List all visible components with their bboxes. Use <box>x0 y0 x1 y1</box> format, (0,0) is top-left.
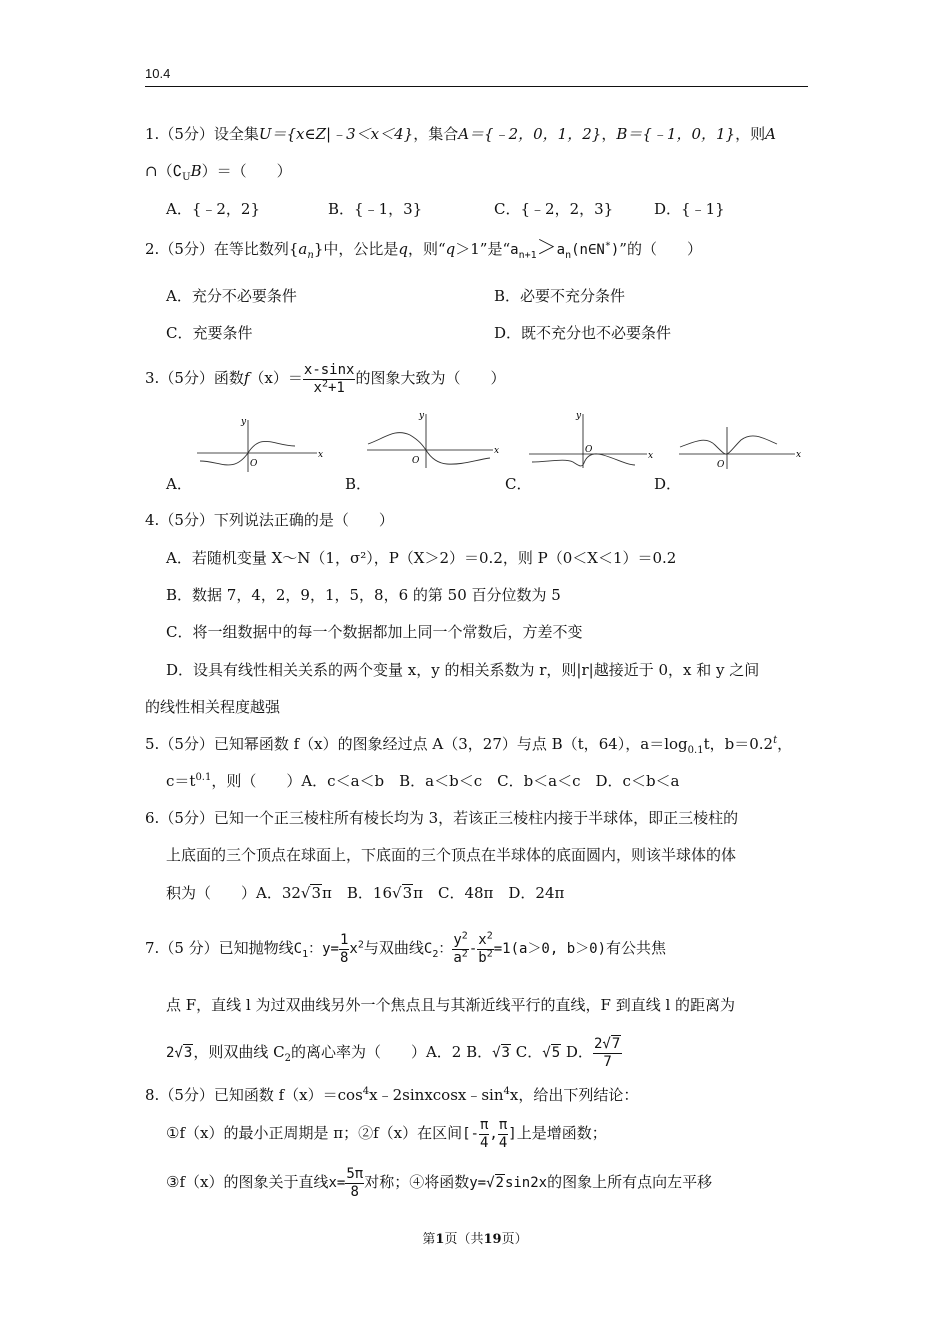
q4-option-d-line2: 的线性相关程度越强 <box>145 698 281 716</box>
q7-number: 7. <box>145 939 160 957</box>
q6-line3: 积为（ ）A．32√3π B．16√3π C．48π D．24π <box>166 884 565 902</box>
page-total: 19 <box>483 1232 502 1247</box>
q1-line1: 1.（5分）设全集U＝{x∈Z|﹣3＜x＜4}，集合A＝{﹣2，0，1，2}，B＝{﹣1，0，1}，则A <box>145 125 776 143</box>
q8-line3: ③f（x）的图象关于直线x= $\frac{5\pi}{8}$ 对称；④将函数y=√2sin2x的图象上所有点向左平移 <box>166 1165 713 1200</box>
q3-graph-a <box>195 412 330 474</box>
q8-line2: ①f（x）的最小正周期是 π；②f（x）在区间[- $\frac{\pi}{4}$ , $\frac{\pi}{4}$ ]上是增函数； <box>166 1116 607 1151</box>
header-divider <box>145 86 808 87</box>
svg-text:x: x <box>648 451 654 461</box>
x-label: x <box>318 450 324 460</box>
q2-option-b: B．必要不充分条件 <box>494 287 626 305</box>
q5-line1: 5.（5分）已知幂函数 f（x）的图象经过点 A（3，27）与点 B（t，64），$a=\log_{0.1}t$，$b=0.2^t$， <box>145 735 793 756</box>
q2-condition: $a_{n+1}>a_n(n\in N^*)$ <box>510 235 620 261</box>
q6-number: 6. <box>145 809 160 827</box>
q5-number: 5. <box>145 735 160 753</box>
q7-line1: 7.（5 分）已知抛物线$C_1$：y= $\frac{1}{8}$ $x^2$与双曲线$C_2$： $\frac{y^2}{a^2}$ - $\frac{x^2}{b^2}$ =1(a＞0, b＞0)有公共焦 <box>145 929 667 966</box>
page-header-label: 10.4 <box>145 66 171 81</box>
origin-label: O <box>250 459 258 469</box>
q6-line2: 上底面的三个顶点在球面上，下底面的三个顶点在半球体的底面圆内，则该半球体的体 <box>166 846 737 864</box>
svg-text:O: O <box>717 460 725 470</box>
q2-option-c: C．充要条件 <box>166 324 253 342</box>
q1-option-a: A．{﹣2，2} <box>166 200 261 218</box>
q2-line1: 2.（5分）在等比数列$\{a_n\}$中，公比是q，则“q＞1”是“$a_{n+1}>a_n(n\in N^*)$”的（ ） <box>145 235 702 261</box>
svg-text:x: x <box>494 446 500 456</box>
q3-line1: 3.（5分）函数f（x）＝ $\frac{x-\sin x}{x^2+1}$ 的图象大致为（ ） <box>145 361 506 396</box>
page-footer: 第1页（共19页） <box>422 1232 528 1247</box>
q4-option-b: B．数据 7，4，2，9，1，5，8，6 的第 50 百分位数为 5 <box>166 586 561 604</box>
q3-fraction: $\frac{x-\sin x}{x^2+1}$ <box>303 361 355 396</box>
q4-option-d-line1: D．设具有线性相关关系的两个变量 x，y 的相关系数为 r，则|r|越接近于 0，x 和 y 之间 <box>166 661 760 679</box>
q1-line2: $\cap(∁_UB)=$（ ） <box>145 162 292 183</box>
q3-graph-b <box>365 408 505 470</box>
q5-line2: $c=t^{0.1}$，则（ ）A．c＜a＜b B．a＜b＜c C．b＜a＜c D．c＜b＜a <box>166 772 680 790</box>
q1-option-d: D．{﹣1} <box>654 200 725 218</box>
q8-number: 8. <box>145 1086 160 1104</box>
page-number: 1 <box>435 1232 445 1247</box>
svg-text:O: O <box>412 456 420 466</box>
svg-text:y: y <box>576 411 582 421</box>
q4-option-a: A．若随机变量 X～N（1，σ²），P（X＞2）＝0.2，则 P（0＜X＜1）＝0.2 <box>166 549 677 567</box>
q4-line1: 4.（5分）下列说法正确的是（ ） <box>145 511 394 529</box>
q3-option-a: A． <box>166 475 192 493</box>
q6-line1: 6.（5分）已知一个正三棱柱所有棱长均为 3，若该正三棱柱内接于半球体，即正三棱柱的 <box>145 809 739 827</box>
y-label: y <box>241 417 247 427</box>
q3-graph-c <box>527 408 662 470</box>
q3-option-d: D． <box>654 475 682 493</box>
svg-text:x: x <box>796 450 802 460</box>
q7-line3: 2√3，则双曲线 $C_2$的离心率为（ ）A．2 B．√3 C．√5 D． $\frac{2√7}{7}$ <box>166 1036 621 1070</box>
q3-graph-d <box>677 425 812 470</box>
q3-option-b: B． <box>345 475 372 493</box>
q8-line1: 8.（5分）已知函数 $f(x)=\cos^4x﹣2sinxcosx﹣\sin^4x$，给出下列结论： <box>145 1086 639 1104</box>
svg-text:O: O <box>585 445 593 455</box>
q1-number: 1. <box>145 125 160 143</box>
q3-number: 3. <box>145 369 160 387</box>
q4-option-c: C．将一组数据中的每一个数据都加上同一个常数后，方差不变 <box>166 623 583 641</box>
q2-number: 2. <box>145 240 160 258</box>
q7-line2: 点 F，直线 l 为过双曲线另外一个焦点且与其渐近线平行的直线，F 到直线 l 的距离为 <box>166 996 736 1014</box>
q1-option-c: C．{﹣2，2，3} <box>494 200 614 218</box>
q2-option-d: D．既不充分也不必要条件 <box>494 324 672 342</box>
q1-option-b: B．{﹣1，3} <box>328 200 423 218</box>
q2-option-a: A．充分不必要条件 <box>166 287 297 305</box>
q3-option-c: C． <box>505 475 532 493</box>
svg-text:y: y <box>419 411 425 421</box>
q4-number: 4. <box>145 511 160 529</box>
